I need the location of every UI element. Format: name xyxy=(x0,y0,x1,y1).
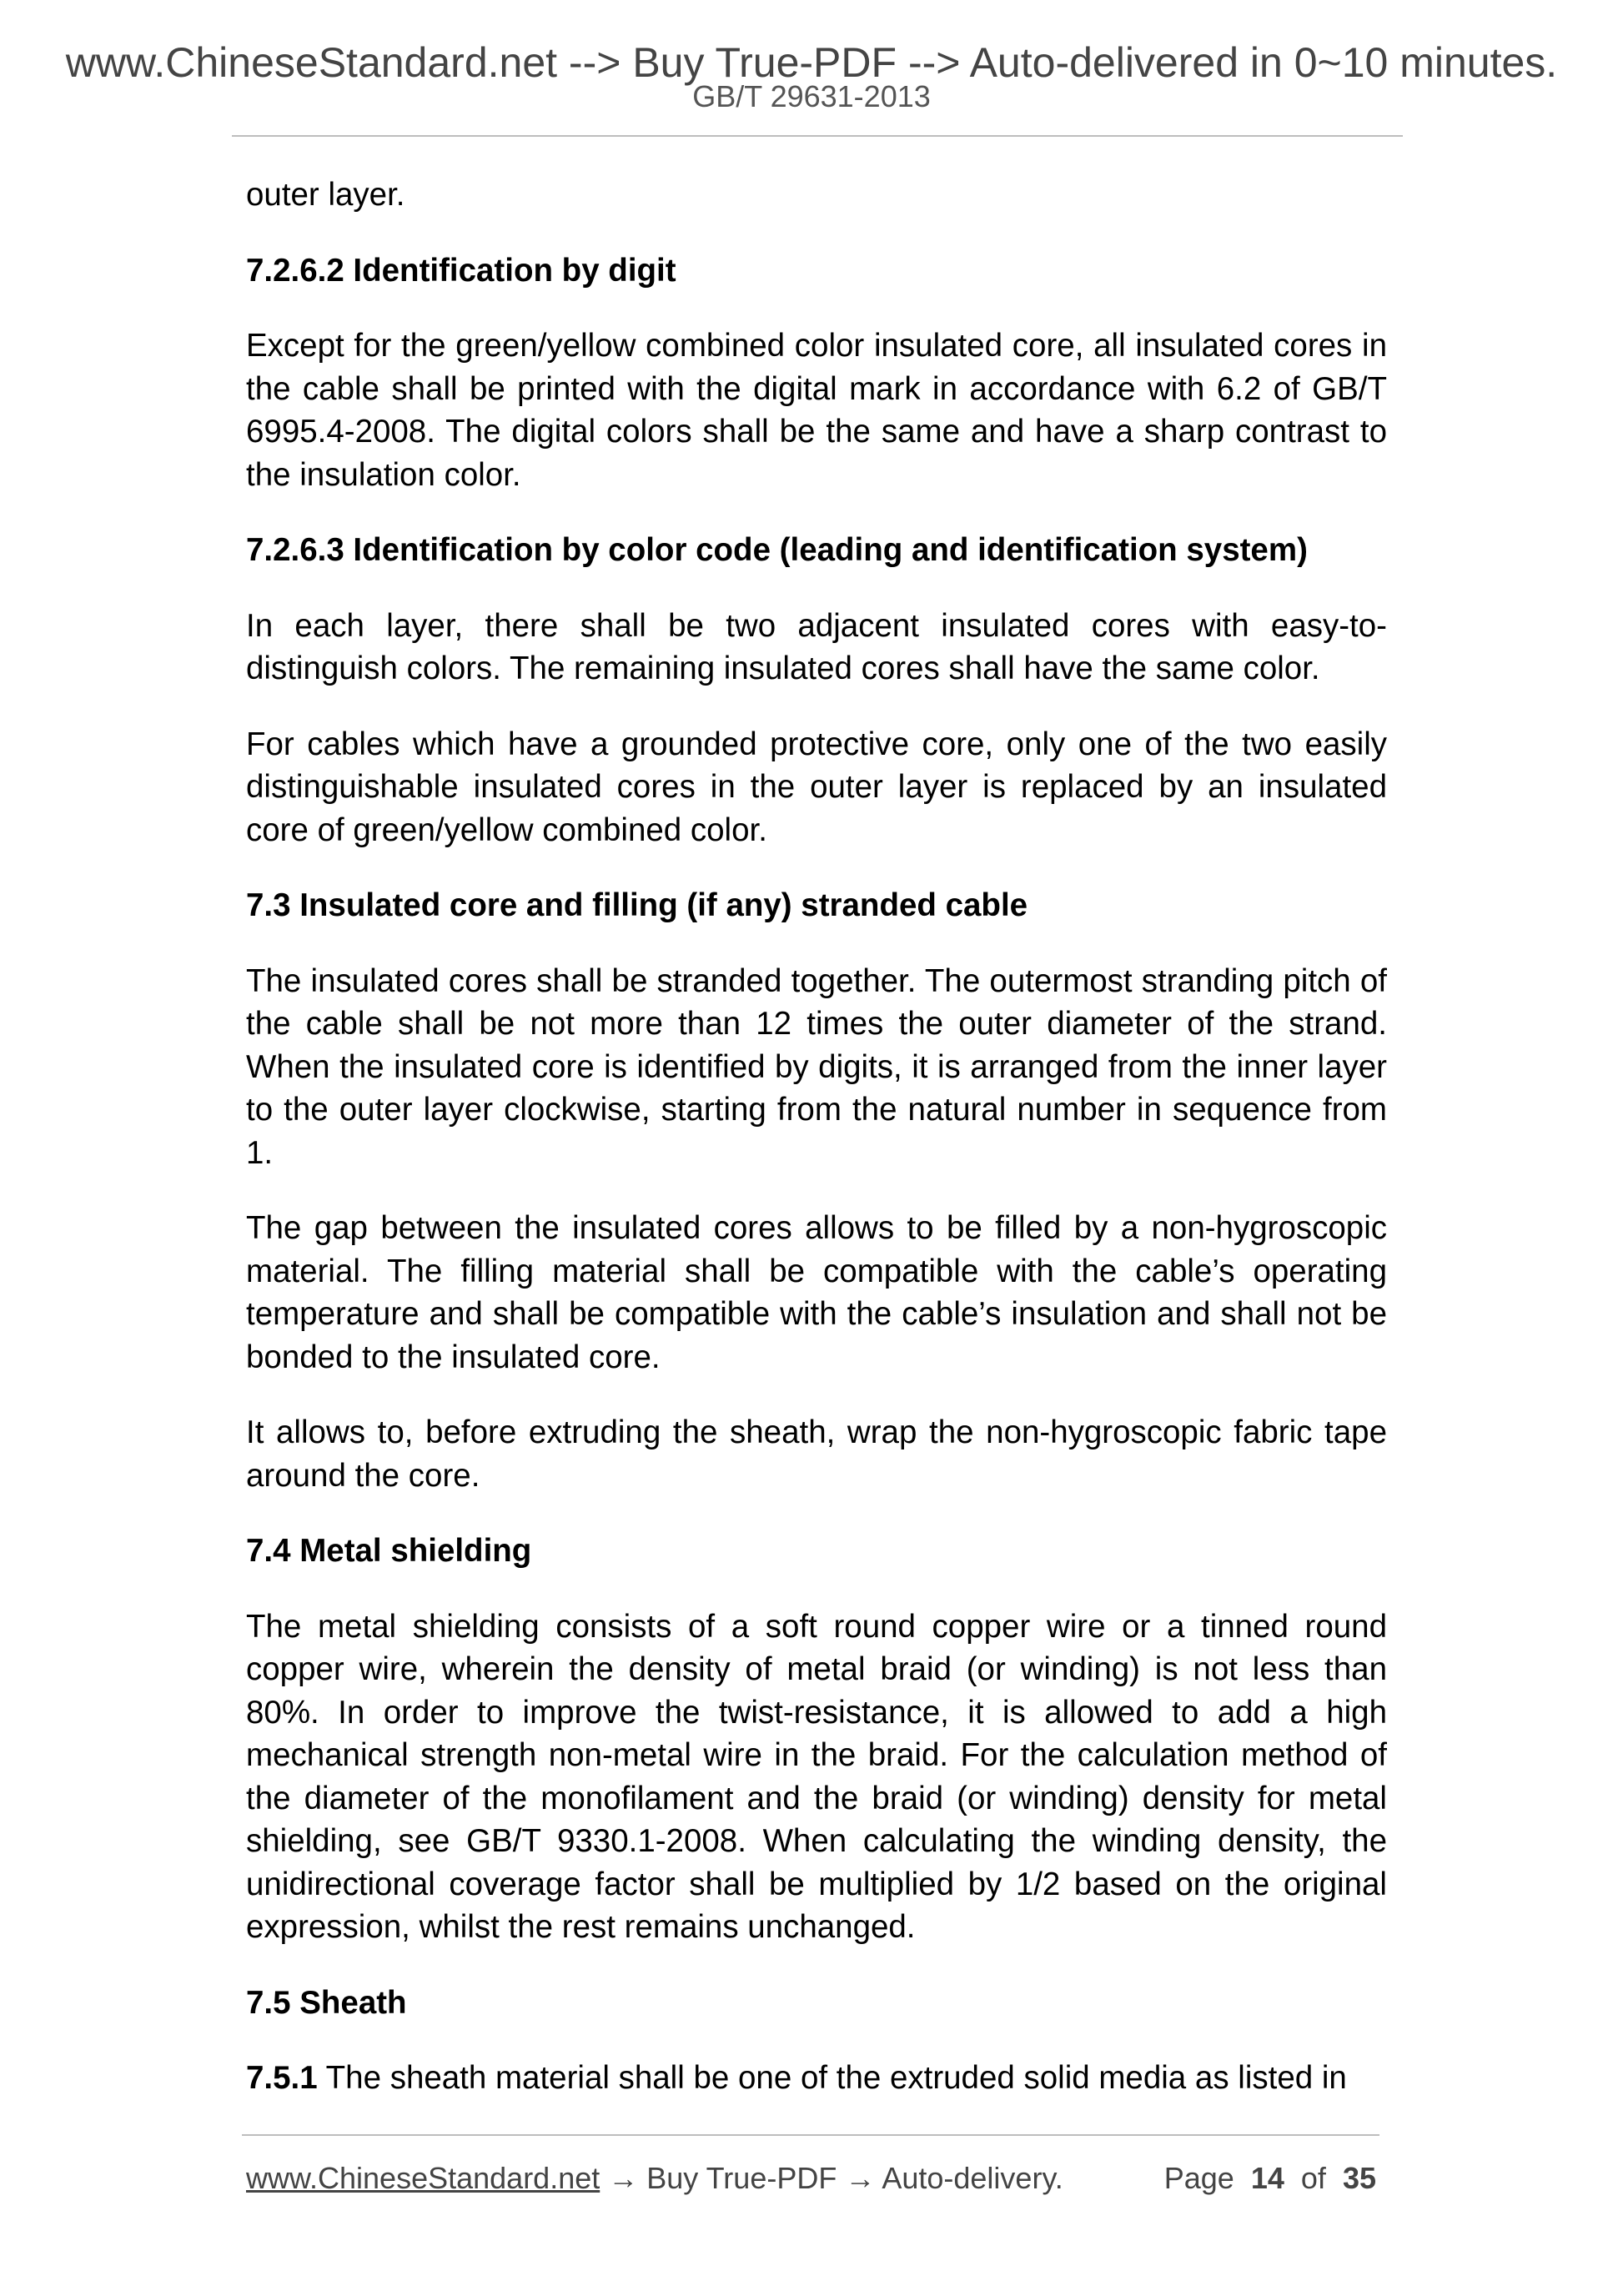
continued-paragraph: outer layer. xyxy=(246,177,405,213)
section-heading-7-2-6-2: 7.2.6.2 Identification by digit xyxy=(246,252,676,289)
paragraph-7-3-b: The gap between the insulated cores allows to be filled by a non-hygroscopic material. The filling material shall be compatible with the cable’s operating temperature and shall be compatible with the cable’s insulation and shall not be bonded to the insulated core. xyxy=(246,1210,1387,1375)
page-indicator xyxy=(1164,2158,1376,2198)
top-banner: www.ChineseStandard.net --> Buy True-PDF --> Auto-delivered in 0~10 minutes. xyxy=(65,39,1558,86)
paragraph-7-3-c: It allows to, before extruding the sheath, wrap the non-hygroscopic fabric tape around the core. xyxy=(246,1414,1387,1494)
header-divider xyxy=(232,135,1403,137)
section-heading-7-2-6-3: 7.2.6.3 Identification by color code (leading and identification system) xyxy=(246,532,1308,568)
clause-text-7-5-1: The sheath material shall be one of the extruded solid media as listed in xyxy=(325,2060,1347,2096)
total-page-number: 35 xyxy=(1342,2161,1376,2195)
section-heading-7-5: 7.5 Sheath xyxy=(246,1984,407,2021)
current-page-number: 14 xyxy=(1250,2161,1284,2195)
of-label: of xyxy=(1300,2161,1326,2195)
page-label: Page xyxy=(1163,2161,1234,2195)
paragraph-7-3-a: The insulated cores shall be stranded together. The outermost stranding pitch of the cable shall be not more than 12 times the outer diameter of the strand. When the insulated core is identified by digits, it is arranged from the inner layer to the outer layer clockwise, starting from the natural number in sequence from 1. xyxy=(246,962,1387,1171)
clause-number-7-5-1: 7.5.1 xyxy=(246,2060,318,2096)
page-footer xyxy=(246,2158,1376,2198)
paragraph-7-2-6-2: Except for the green/yellow combined color insulated core, all insulated cores in the cable shall be printed with the digital mark in accordance with 6.2 of GB/T 6995.4-2008. The digital colors shall be the same and have a sharp contrast to the insulation color. xyxy=(246,328,1387,493)
paragraph-7-2-6-3-a: In each layer, there shall be two adjacent insulated cores with easy-to-distinguish colors. The remaining insulated cores shall have the same color. xyxy=(246,607,1387,686)
footer-tagline: → Buy True-PDF → Auto-delivery. xyxy=(608,2161,1063,2195)
document-body xyxy=(246,173,1387,2133)
section-heading-7-4: 7.4 Metal shielding xyxy=(246,1533,532,1569)
footer-divider xyxy=(242,2134,1379,2136)
footer-site-link[interactable]: www.ChineseStandard.net xyxy=(246,2161,600,2195)
section-heading-7-3: 7.3 Insulated core and filling (if any) stranded cable xyxy=(246,887,1028,923)
footer-left xyxy=(246,2158,1063,2198)
paragraph-7-2-6-3-b: For cables which have a grounded protective core, only one of the two easily distinguishable insulated cores in the outer layer is replaced by an insulated core of green/yellow combined color. xyxy=(246,726,1387,848)
paragraph-7-5-1 xyxy=(246,2057,1387,2100)
paragraph-7-4: The metal shielding consists of a soft round copper wire or a tinned round copper wire, wherein the density of metal braid (or winding) is not less than 80%. In order to improve the twist-resistance, it is allowed to add a high mechanical strength non-metal wire in the braid. For the calculation method of the diameter of the monofilament and the braid (or winding) density for metal shielding, see GB/T 9330.1-2008. When calculating the winding density, the unidirectional coverage factor shall be multiplied by 1/2 based on the original expression, whilst the rest remains unchanged. xyxy=(246,1608,1387,1945)
standard-code-header: GB/T 29631-2013 xyxy=(692,79,931,113)
